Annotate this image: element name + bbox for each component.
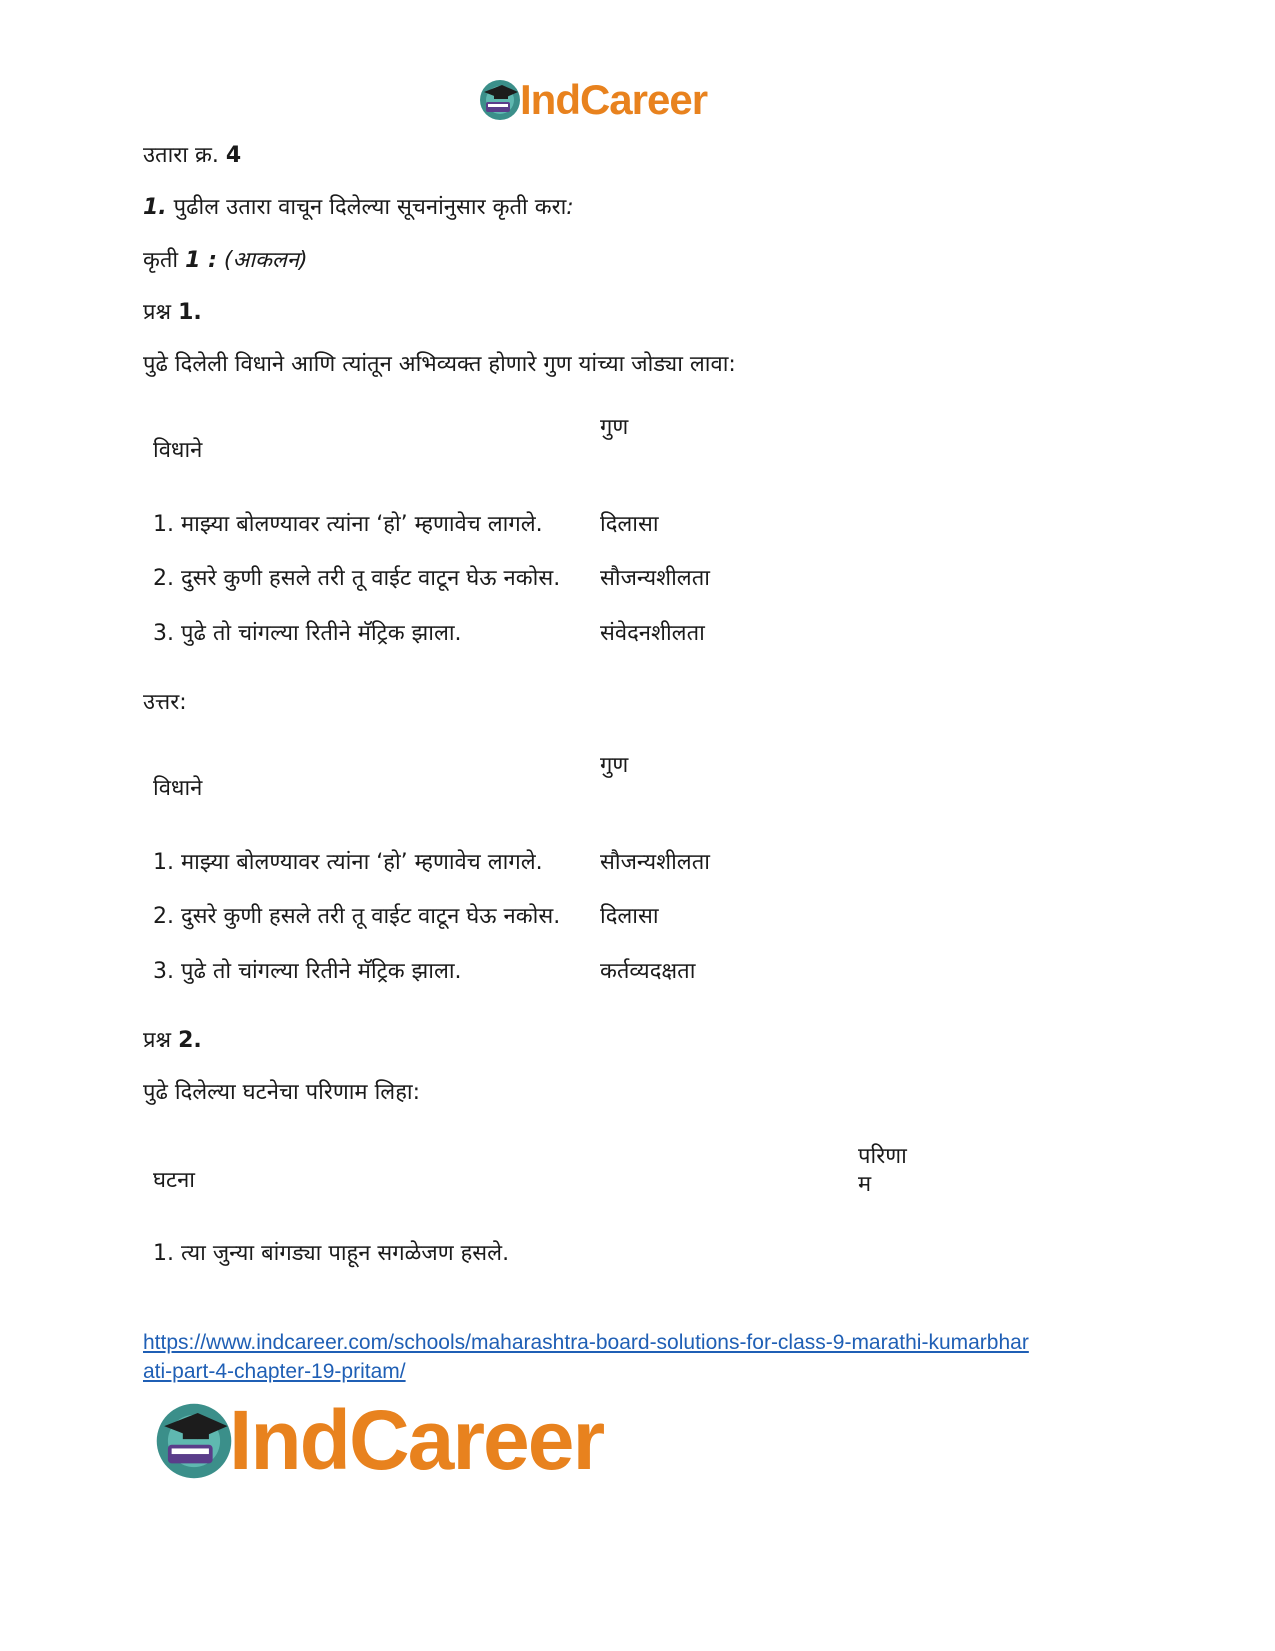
table-row-event: 1. त्या जुन्या बांगड्या पाहून सगळेजण हसले. xyxy=(153,1241,510,1266)
header-brand-text: IndCareer xyxy=(520,76,708,123)
table-row-statement: 1. माझ्या बोलण्यावर त्यांना ‘हो’ म्हणावेच लागले. xyxy=(153,512,543,537)
graduation-globe-icon xyxy=(153,1400,235,1482)
table-row-quality: दिलासा xyxy=(600,904,659,929)
activity-type: (आकलन) xyxy=(223,248,308,273)
table-row-statement: 1. माझ्या बोलण्यावर त्यांना ‘हो’ म्हणावेच लागले. xyxy=(153,850,543,875)
graduation-globe-icon xyxy=(478,78,522,122)
passage-number xyxy=(143,142,241,170)
table-row-statement: 3. पुढे तो चांगल्या रितीने मॅट्रिक झाला. xyxy=(153,621,462,646)
question-2-label: प्रश्न xyxy=(143,1028,172,1053)
footer-brand-text: IndCareer xyxy=(229,1393,604,1487)
question-2-prompt: पुढे दिलेल्या घटनेचा परिणाम लिहा: xyxy=(143,1080,420,1105)
question-1-number: 1. xyxy=(178,300,202,325)
answer-col-header-qualities: गुण xyxy=(600,753,629,778)
q2-col-header-event: घटना xyxy=(153,1168,195,1193)
table-row-quality: दिलासा xyxy=(600,512,659,537)
question-1-prompt: पुढे दिलेली विधाने आणि त्यांतून अभिव्यक्त होणारे गुण यांच्या जोड्या लावा: xyxy=(143,352,736,377)
table-row-quality: कर्तव्यदक्षता xyxy=(600,959,696,984)
instruction-text: पुढील उतारा वाचून दिलेल्या सूचनांनुसार कृती करा xyxy=(173,195,567,220)
activity-heading xyxy=(143,247,308,275)
q2-col-header-result-line1: परिणा xyxy=(858,1144,907,1169)
answer-label: उत्तर: xyxy=(143,690,187,715)
activity-label: कृती xyxy=(143,248,179,273)
table-row-quality: सौजन्यशीलता xyxy=(600,850,710,875)
activity-number: 1 : xyxy=(185,248,217,273)
source-link-line2[interactable]: ati-part-4-chapter-19-pritam/ xyxy=(143,1360,406,1383)
source-link-line1[interactable]: https://www.indcareer.com/schools/maharashtra-board-solutions-for-class-9-marathi-kumarbhar xyxy=(143,1331,1029,1354)
table-row-statement: 2. दुसरे कुणी हसले तरी तू वाईट वाटून घेऊ नकोस. xyxy=(153,904,561,929)
answer-col-header-statements: विधाने xyxy=(153,776,203,801)
table-row-statement: 2. दुसरे कुणी हसले तरी तू वाईट वाटून घेऊ नकोस. xyxy=(153,566,561,591)
instruction-colon: : xyxy=(566,195,574,220)
footer-logo xyxy=(153,1393,673,1488)
passage-number-value: 4 xyxy=(225,143,242,168)
q2-col-header-result-line2: म xyxy=(858,1172,872,1197)
table-row-quality: संवेदनशीलता xyxy=(600,621,705,646)
table-row-quality: सौजन्यशीलता xyxy=(600,566,710,591)
question-2-number: 2. xyxy=(178,1028,202,1053)
question-1-label: प्रश्न xyxy=(143,300,172,325)
question-2-heading xyxy=(143,1027,202,1055)
q1-col-header-statements: विधाने xyxy=(153,438,203,463)
q1-col-header-qualities: गुण xyxy=(600,415,629,440)
table-row-statement: 3. पुढे तो चांगल्या रितीने मॅट्रिक झाला. xyxy=(153,959,462,984)
header-logo xyxy=(478,74,748,126)
passage-label: उतारा क्र. xyxy=(143,143,219,168)
instruction-number: 1. xyxy=(143,195,167,220)
instruction xyxy=(143,194,574,222)
question-1-heading xyxy=(143,299,202,327)
